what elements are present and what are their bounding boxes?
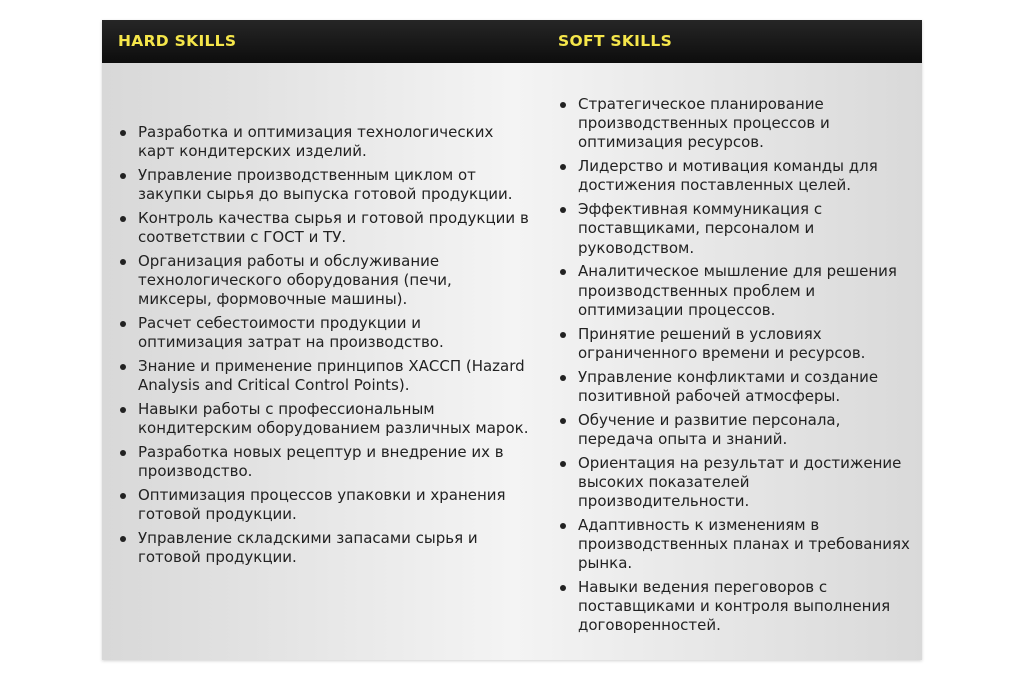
hard-skills-title: HARD SKILLS bbox=[118, 32, 237, 50]
soft-skills-list bbox=[560, 95, 910, 640]
soft-skills-title: SOFT SKILLS bbox=[558, 32, 673, 50]
skills-card bbox=[102, 20, 922, 660]
hard-skill-item: Организация работы и обслуживание технологического оборудования (печи, миксеры, формовочные машины). bbox=[120, 252, 530, 310]
soft-skill-item: Адаптивность к изменениям в производственных планах и требованиях рынка. bbox=[560, 516, 910, 574]
hard-skill-item: Расчет себестоимости продукции и оптимизация затрат на производство. bbox=[120, 314, 530, 352]
hard-skill-item: Оптимизация процессов упаковки и хранения готовой продукции. bbox=[120, 486, 530, 524]
skills-header bbox=[102, 20, 922, 63]
hard-skill-item: Управление производственным циклом от закупки сырья до выпуска готовой продукции. bbox=[120, 166, 530, 204]
soft-skill-item: Управление конфликтами и создание позитивной рабочей атмосферы. bbox=[560, 368, 910, 406]
skills-body bbox=[102, 63, 922, 660]
soft-skill-item: Стратегическое планирование производственных процессов и оптимизация ресурсов. bbox=[560, 95, 910, 153]
hard-skill-item: Разработка новых рецептур и внедрение их в производство. bbox=[120, 443, 530, 481]
hard-skill-item: Навыки работы с профессиональным кондитерским оборудованием различных марок. bbox=[120, 400, 530, 438]
soft-skill-item: Принятие решений в условиях ограниченного времени и ресурсов. bbox=[560, 325, 910, 363]
soft-skill-item: Ориентация на результат и достижение высоких показателей производительности. bbox=[560, 454, 910, 512]
soft-skill-item: Лидерство и мотивация команды для достижения поставленных целей. bbox=[560, 157, 910, 195]
hard-skill-item: Контроль качества сырья и готовой продукции в соответствии с ГОСТ и ТУ. bbox=[120, 209, 530, 247]
hard-skill-item: Знание и применение принципов ХАССП (Hazard Analysis and Critical Control Points). bbox=[120, 357, 530, 395]
hard-skill-item: Разработка и оптимизация технологических карт кондитерских изделий. bbox=[120, 123, 530, 161]
soft-skill-item: Эффективная коммуникация с поставщиками, персоналом и руководством. bbox=[560, 200, 910, 258]
soft-skill-item: Навыки ведения переговоров с поставщиками и контроля выполнения договоренностей. bbox=[560, 578, 910, 636]
soft-skill-item: Обучение и развитие персонала, передача опыта и знаний. bbox=[560, 411, 910, 449]
hard-skill-item: Управление складскими запасами сырья и готовой продукции. bbox=[120, 529, 530, 567]
soft-skill-item: Аналитическое мышление для решения производственных проблем и оптимизации процессов. bbox=[560, 262, 910, 320]
hard-skills-list bbox=[120, 123, 530, 572]
